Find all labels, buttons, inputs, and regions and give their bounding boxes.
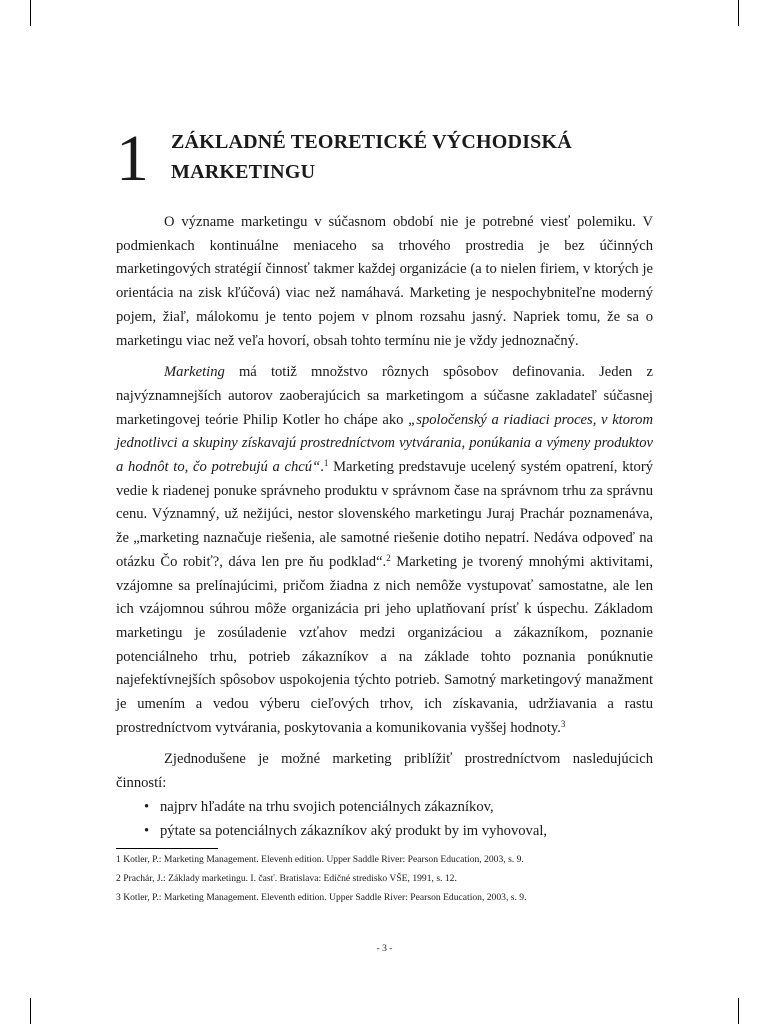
footnotes: [116, 850, 653, 907]
chapter-heading: [116, 122, 653, 212]
footnote-2: 2 Prachár, J.: Základy marketingu. I. časť. Bratislava: Edičné stredisko VŠE, 1991, s. 12.: [116, 873, 457, 884]
paragraph-1: O význame marketingu v súčasnom období nie je potrebné viesť polemiku. V podmienkach kontinuálne meniaceho sa trhového prostredia je bez účinných marketingových stratégií činnosť takmer každej organizácie (a to nielen firiem, v ktorých je orientácia na zisk kľúčová) viac než namáhavá. Marketing je nespochybniteľne moderný pojem, žiaľ, málokomu je tento pojem v plnom rozsahu jasný. Napriek tomu, že sa o marketingu viac než veľa hovorí, obsah tohto termínu nie je vždy jednoznačný.: [116, 214, 653, 349]
body-text: [116, 211, 653, 843]
footnote-1: 1 Kotler, P.: Marketing Management. Elevenh edition. Upper Saddle River: Pearson Education, 2003, s. 9.: [116, 854, 524, 865]
paragraph-2: [116, 361, 653, 740]
paragraph-2-part-a: má totiž množstvo rôznych spôsobov definovania. Jeden z najvýznamnejších autorov zaoberajúcich sa marketingom a súčasne zakladateľ súčasnej marketingovej teórie Philip Kotler ho chápe ako: [116, 364, 653, 428]
chapter-title-line-2: MARKETINGU: [171, 161, 316, 183]
paragraph-2-part-b: .: [320, 459, 324, 476]
chapter-number: 1: [116, 122, 149, 195]
list-item: • najprv hľadáte na trhu svojich potenciálnych zákazníkov,: [144, 796, 653, 820]
crop-mark-top-left: [30, 0, 31, 26]
paragraph-2-part-d: Marketing je tvorený mnohými aktivitami, vzájomne sa prelínajúcimi, pričom žiadna z nich nemôže vystupovať samostatne, ale len ich vzájomnou súhrou môže organizácia pri jeho uplatňovaní prísť k úspechu. Základom marketingu je zosúladenie vzťahov medzi organizáciou a zákazníkom, poznanie potenciálneho trhu, potrieb zákazníkov a na základe tohto poznania ponúknutie najefektívnejších spôsobov uspokojenia týchto potrieb. Samotný marketingový manažment je umením a vedou výberu cieľových trhov, ich získavania, udržiavania a rastu prostredníctvom vytvárania, poskytovania a komunikovania vyššej hodnoty.: [116, 553, 653, 736]
paragraph-2-part-c: Marketing predstavuje ucelený systém opatrení, ktorý vedie k riadenej ponuke správneho produktu v správnom čase na správnom trhu za správnu cenu. Významný, už nežijúci, nestor slovenského marketingu Juraj Prachár poznamenáva, že „marketing naznačuje riešenia, ale samotné riešenie dotiho nepatrí. Nedáva odpoveď na otázku Čo robiť?, dáva len pre ňu podklad“.: [116, 459, 653, 570]
footnote-3: 3 Kotler, P.: Marketing Management. Eleventh edition. Upper Saddle River: Pearson Education, 2003, s. 9.: [116, 892, 527, 903]
activity-list: [116, 796, 653, 843]
footnote-ref-2[interactable]: 2: [386, 552, 391, 563]
kotler-quote: „spoločenský a riadiaci proces, v ktorom jednotlivci a skupiny získavajú prostredníctvom vytvárania, ponúkania a výmeny produktov a hodnôt to, čo potrebujú a chcú“: [116, 411, 654, 476]
footnote-separator: [116, 848, 218, 849]
crop-mark-bottom-right: [738, 998, 739, 1024]
paragraph-3: Zjednodušene je možné marketing priblížiť prostredníctvom nasledujúcich činností:: [116, 751, 653, 792]
page-number: - 3 -: [376, 943, 393, 954]
chapter-title: [171, 127, 572, 187]
chapter-title-line-1: ZÁKLADNÉ TEORETICKÉ VÝCHODISKÁ: [171, 131, 572, 153]
crop-mark-top-right: [738, 0, 739, 26]
list-item: • pýtate sa potenciálnych zákazníkov aký produkt by im vyhovoval,: [144, 820, 653, 844]
crop-mark-bottom-left: [30, 998, 31, 1024]
footnote-ref-3[interactable]: 3: [560, 718, 566, 729]
footnote-ref-1[interactable]: 1: [323, 458, 329, 469]
marketing-term: Marketing: [164, 364, 225, 381]
